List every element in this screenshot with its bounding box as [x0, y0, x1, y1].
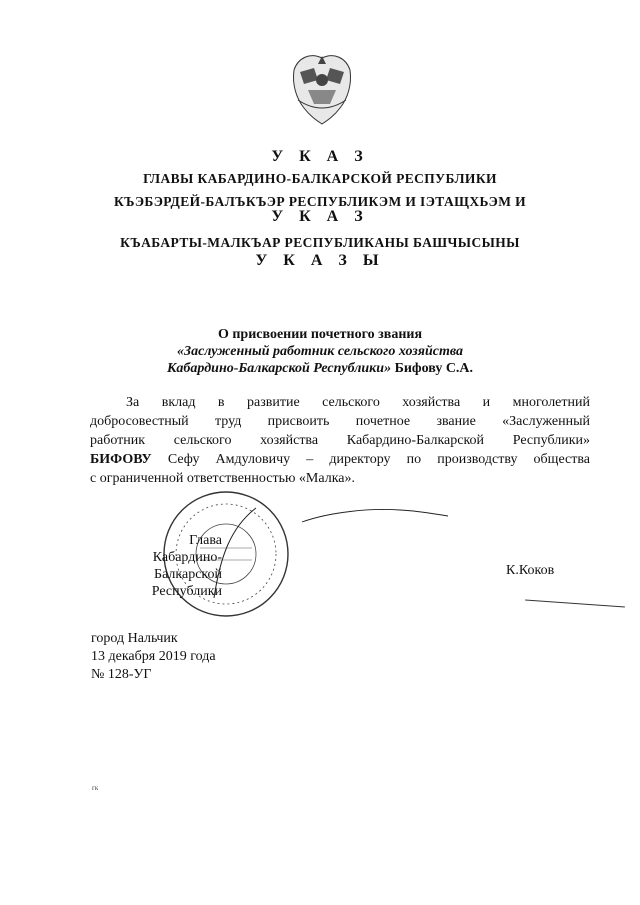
body-line-4 — [90, 450, 590, 469]
margin-mark: гк — [92, 784, 99, 792]
title-line-3-tail: Бифову С.А. — [391, 361, 474, 376]
footer-city: город Нальчик — [91, 631, 178, 646]
title-line-1: О присвоении почетного звания — [217, 327, 423, 342]
ukaz-heading-2: У К А З — [271, 208, 369, 225]
footer-number: № 128-УГ — [91, 667, 152, 682]
title-line-3 — [0, 360, 640, 377]
decree-body — [90, 393, 590, 488]
body-surname: БИФОВУ — [90, 452, 152, 467]
heading-kabardian: КЪЭБЭРДЕЙ-БАЛЪКЪЭР РЕСПУБЛИКЭМ И ІЭТАЩХЬЭМ И — [113, 194, 527, 209]
body-line-1 — [90, 393, 590, 412]
signature-line-1: Глава — [189, 533, 222, 548]
signature-stroke — [525, 600, 625, 608]
title-line-2: «Заслуженный работник сельского хозяйства — [176, 344, 464, 359]
handwritten-signature — [300, 500, 450, 530]
body-line-2: добросовестный труд присвоить почетное звание «Заслуженный — [90, 414, 590, 429]
ukaz-heading-3: У К А З Ы — [255, 252, 385, 269]
ukaz-heading-1: У К А З — [271, 148, 369, 165]
signature-line-3: Республики — [151, 584, 222, 599]
decree-footer — [91, 630, 216, 684]
body-line-1-text: За вклад в развитие сельского хозяйства и многолетний — [126, 395, 590, 410]
decree-title — [0, 326, 640, 377]
title-line-3-italic: Кабардино-Балкарской Республики» — [166, 361, 392, 376]
body-line-4-rest: Сефу Амдуловичу – директору по производству общества — [151, 452, 590, 467]
signature-line-2: Кабардино-Балкарской — [152, 550, 222, 582]
coat-of-arms-emblem — [290, 50, 354, 126]
body-line-3: работник сельского хозяйства Кабардино-Балкарской Республики» — [90, 433, 590, 448]
body-line-5: с ограниченной ответственностью «Малка». — [90, 471, 356, 486]
signature-position — [92, 532, 222, 600]
footer-date: 13 декабря 2019 года — [91, 649, 216, 664]
heading-russian: ГЛАВЫ КАБАРДИНО-БАЛКАРСКОЙ РЕСПУБЛИКИ — [143, 171, 497, 186]
signer-name: К.Коков — [506, 563, 555, 578]
heading-balkar: КЪАБАРТЫ-МАЛКЪАР РЕСПУБЛИКАНЫ БАШЧЫСЫНЫ — [120, 235, 520, 250]
